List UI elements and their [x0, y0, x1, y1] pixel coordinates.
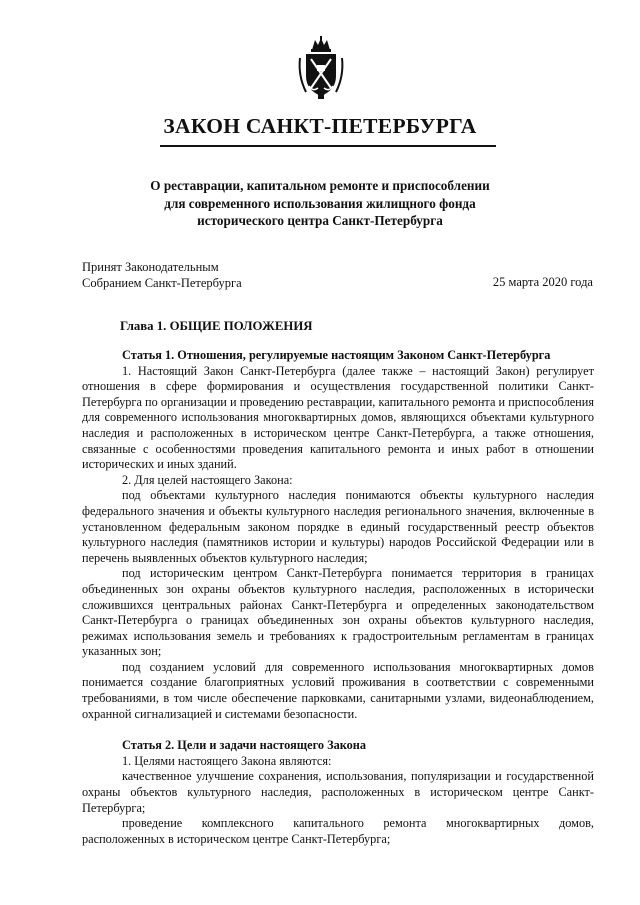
adoption-line: Принят Законодательным: [82, 260, 219, 274]
adoption-date: 25 марта 2020 года: [492, 275, 593, 289]
subject-line: О реставрации, капитальном ремонте и приспособлении: [150, 178, 490, 193]
paragraph: проведение комплексного капитального ремонта многоквартирных домов, расположенных в историческом центре Санкт-Петербурга;: [82, 816, 594, 846]
chapter-heading: Глава 1. ОБЩИЕ ПОЛОЖЕНИЯ: [120, 319, 313, 333]
paragraph: качественное улучшение сохранения, использования, популяризации и государственной охраны объектов культурного наследия, расположенных в историческом центре Санкт-Петербурга;: [82, 769, 594, 815]
paragraph: под объектами культурного наследия понимаются объекты культурного наследия федерального значения и объекты культурного наследия регионального значения, включенные в установленном федеральным законом порядке в единый государственный реестр объектов культурного наследия (памятников истории и культуры) народов Российской Федерации или в перечень выявленных объектов культурного наследия;: [82, 488, 594, 565]
paragraph: 2. Для целей настоящего Закона:: [122, 472, 293, 487]
paragraph: 1. Целями настоящего Закона являются:: [122, 753, 332, 768]
law-title: ЗАКОН САНКТ-ПЕТЕРБУРГА: [163, 114, 477, 138]
article-heading: Статья 2. Цели и задачи настоящего Закона: [122, 738, 367, 753]
spb-coat-of-arms-icon: [296, 36, 346, 100]
subject-line: исторического центра Санкт-Петербурга: [197, 213, 443, 228]
subject-line: для современного использования жилищного фонда: [164, 195, 476, 211]
adoption-line: Собранием Санкт-Петербурга: [82, 275, 242, 290]
paragraph: под историческим центром Санкт-Петербурга понимается территория в границах объединенных зон охраны объектов культурного наследия, расположенных в исторически сложившихся центральных районах Санкт-Петербурга и определенных законодательством Санкт-Петербурга о границах объединенных зон охраны объектов культурного наследия, режимах использования земель и требованиях к градостроительным регламентам в границах указанных зон;: [82, 566, 594, 659]
paragraph: под созданием условий для современного использования многоквартирных домов понимается создание благоприятных условий проживания в соответствии с современными требованиями, в том числе обеспечение парковками, санитарными узлами, видеонаблюдением, охранной сигнализацией и системами безопасности.: [82, 659, 594, 721]
title-underline: [160, 145, 496, 147]
paragraph: 1. Настоящий Закон Санкт-Петербурга (далее также – настоящий Закон) регулирует отношения в сфере формирования и осуществления государственной политики Санкт-Петербурга по организации и проведению реставрации, капитального ремонта и приспособления для современного использования многоквартирных домов, являющихся объектами культурного наследия и расположенных в историческом центре Санкт-Петербурга, а также отношения, связанные с особенностями проведения капитального ремонта и иных работ в отношении исторических и иных зданий.: [82, 363, 594, 472]
article-heading: Статья 1. Отношения, регулируемые настоящим Законом Санкт-Петербурга: [122, 348, 551, 362]
adoption-note: [82, 260, 242, 291]
law-body: [82, 348, 594, 847]
law-subject: [0, 177, 640, 230]
